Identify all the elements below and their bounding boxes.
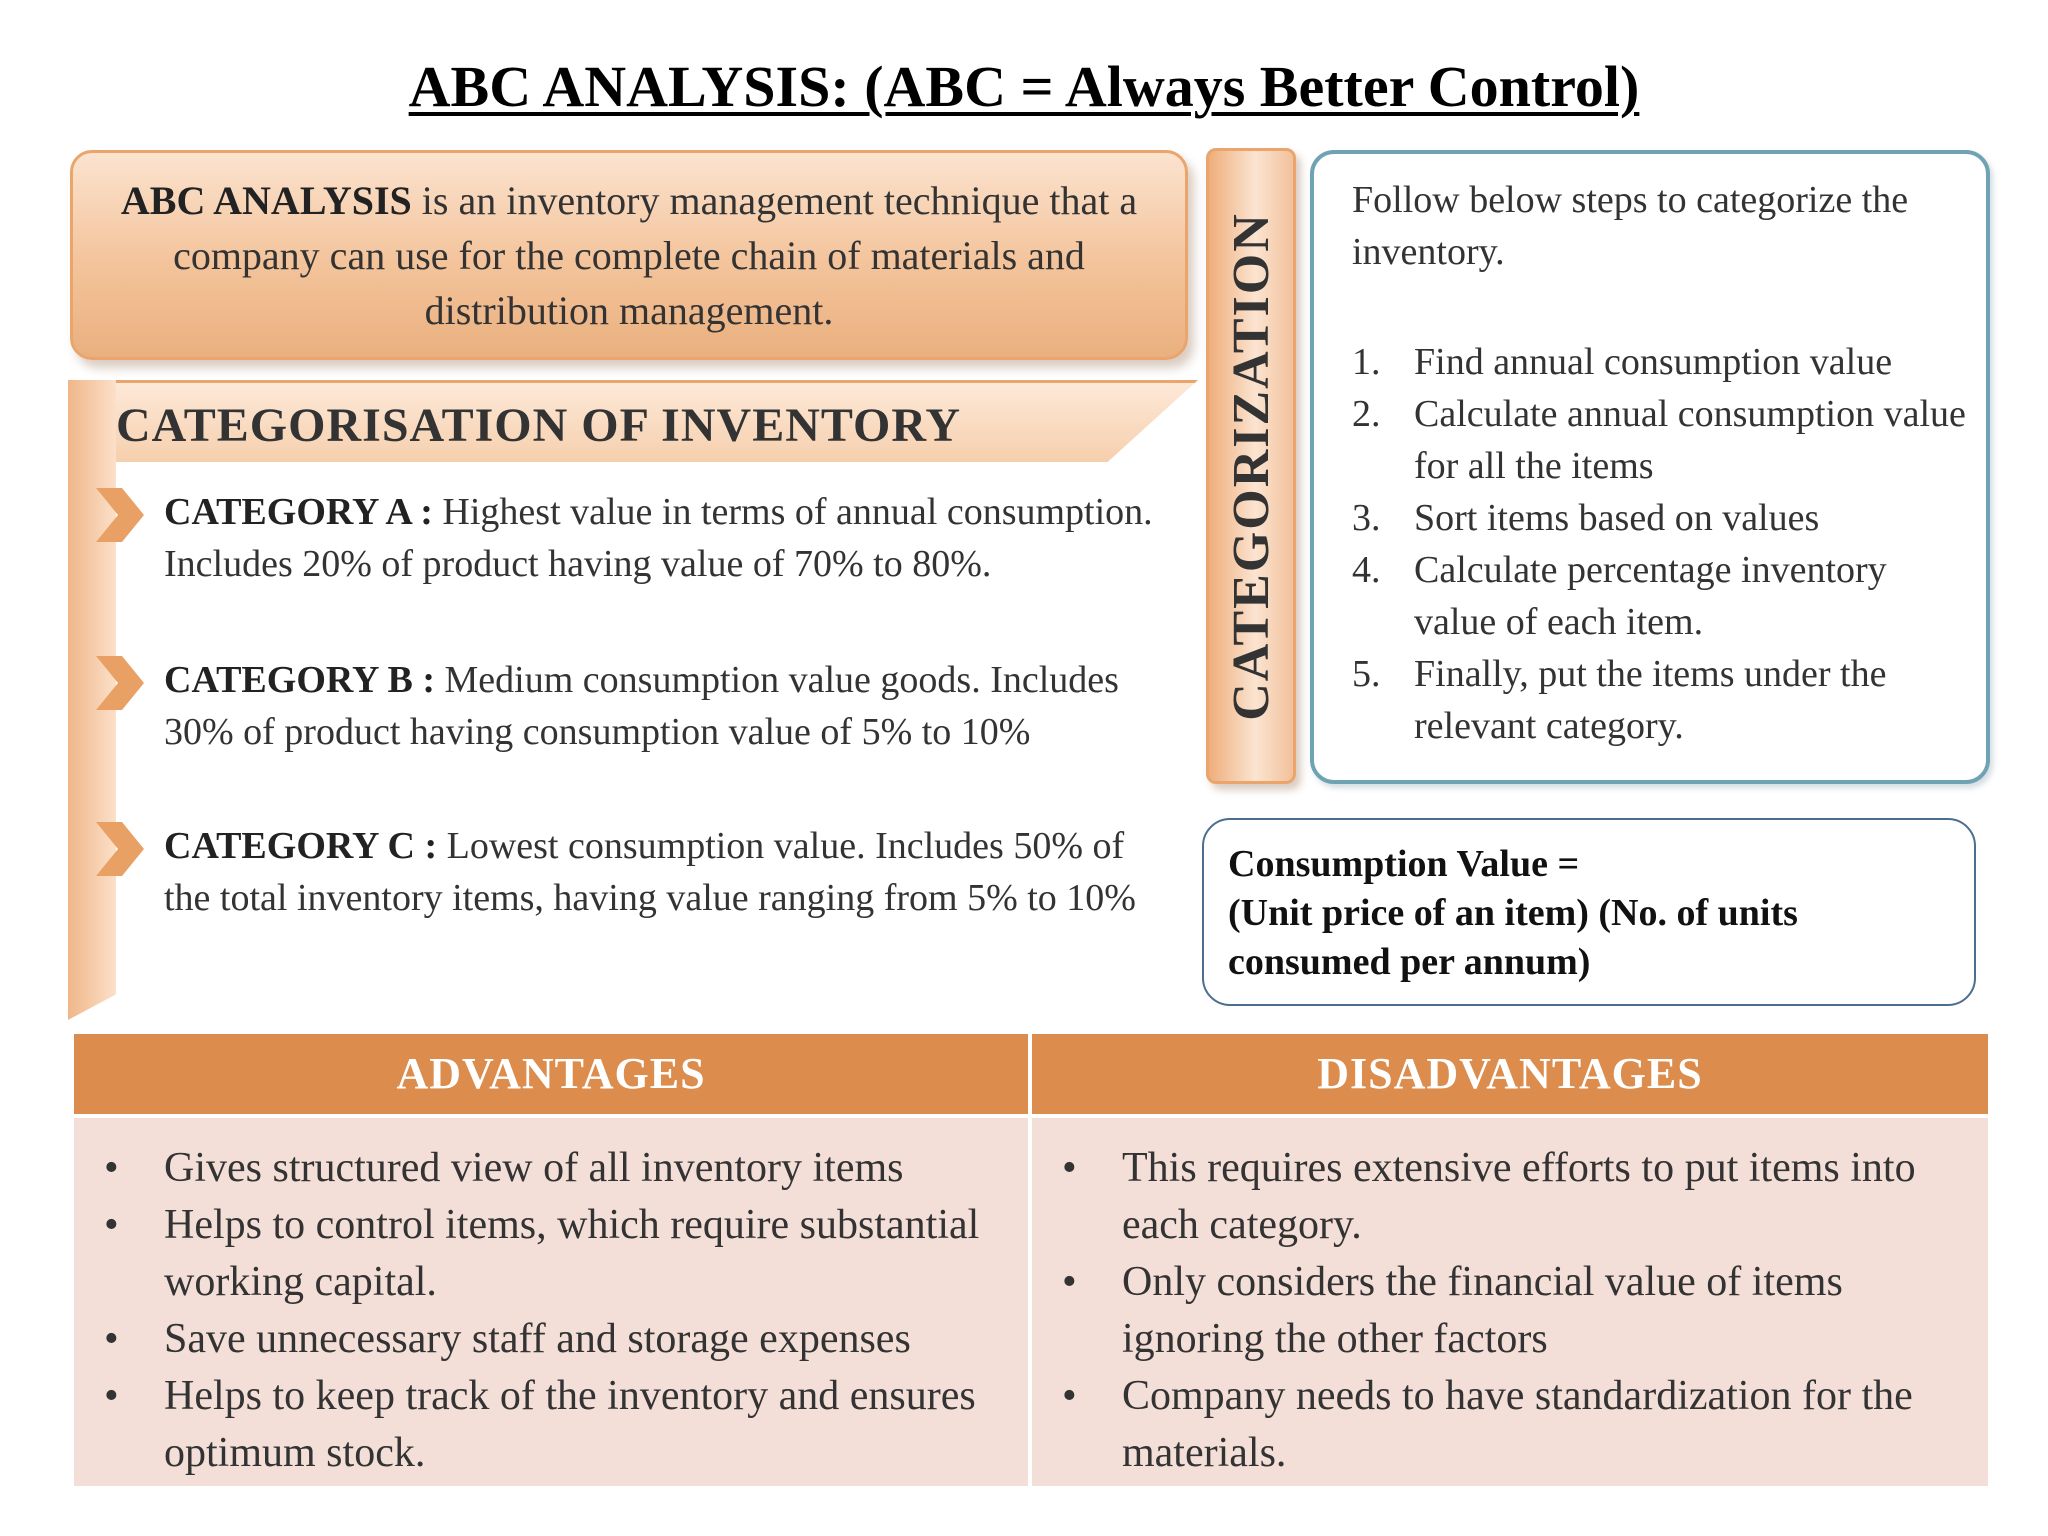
categorization-vertical-label: CATEGORIZATION (1222, 211, 1280, 721)
category-a-label: CATEGORY A : (164, 491, 433, 533)
step-number: 2. (1352, 393, 1381, 435)
bullet-icon: • (104, 1373, 119, 1419)
bullet-icon: • (1062, 1259, 1077, 1305)
step-item (1352, 336, 1972, 388)
categorization-vertical-label-wrap (1206, 148, 1296, 784)
category-c (164, 820, 1164, 924)
disadvantage-text: This requires extensive efforts to put items into each category. (1122, 1145, 1916, 1248)
category-c-label: CATEGORY C : (164, 825, 438, 867)
category-b (164, 654, 1164, 758)
category-a (164, 486, 1164, 590)
step-text: Sort items based on values (1414, 497, 1820, 539)
definition-box (70, 150, 1188, 360)
disadvantage-text: Only considers the financial value of items ignoring the other factors (1122, 1259, 1843, 1362)
step-item (1352, 492, 1972, 544)
step-item (1352, 544, 1972, 648)
bullet-icon: • (1062, 1373, 1077, 1419)
advantage-text: Helps to keep track of the inventory and ensures optimum stock. (164, 1373, 976, 1476)
consumption-formula-box (1202, 818, 1976, 1006)
disadvantages-body (1032, 1118, 1988, 1486)
advantage-text: Gives structured view of all inventory items (164, 1145, 904, 1191)
disadvantages-list (1032, 1118, 1988, 1482)
list-item (1032, 1140, 1988, 1254)
advantages-list (74, 1118, 1028, 1482)
advantage-text: Save unnecessary staff and storage expenses (164, 1316, 911, 1362)
bullet-icon: • (104, 1316, 119, 1362)
category-a-text: Highest value in terms of annual consumption. Includes 20% of product having value of 70% to 80%. (164, 491, 1153, 585)
advantages-body (74, 1118, 1028, 1486)
definition-text: is an inventory management technique that a company can use for the complete chain of materials and distribution management. (173, 178, 1138, 333)
step-item (1352, 388, 1972, 492)
list-item (1032, 1254, 1988, 1368)
steps-intro: Follow below steps to categorize the inventory. (1352, 179, 1909, 273)
list-item (74, 1140, 1028, 1197)
step-number: 3. (1352, 497, 1381, 539)
categorisation-panel (68, 380, 1198, 1020)
advantages-heading: ADVANTAGES (74, 1034, 1028, 1114)
step-number: 4. (1352, 549, 1381, 591)
step-item (1352, 648, 1972, 752)
bullet-icon: • (1062, 1145, 1077, 1191)
step-text: Find annual consumption value (1414, 341, 1893, 383)
list-item (74, 1197, 1028, 1311)
chevron-right-icon (96, 822, 144, 876)
step-number: 5. (1352, 653, 1381, 695)
chevron-right-icon (96, 488, 144, 542)
list-item (74, 1311, 1028, 1368)
category-c-text: Lowest consumption value. Includes 50% of the total inventory items, having value ranging from 5% to 10% (164, 825, 1136, 919)
step-text: Finally, put the items under the relevant category. (1414, 653, 1887, 747)
bullet-icon: • (104, 1145, 119, 1191)
disadvantage-text: Company needs to have standardization for the materials. (1122, 1373, 1913, 1476)
disadvantages-heading: DISADVANTAGES (1032, 1034, 1988, 1114)
list-item (74, 1368, 1028, 1482)
step-text: Calculate annual consumption value for all the items (1414, 393, 1966, 487)
chevron-right-icon (96, 656, 144, 710)
category-b-label: CATEGORY B : (164, 659, 436, 701)
advantage-text: Helps to control items, which require substantial working capital. (164, 1202, 980, 1305)
definition-term: ABC ANALYSIS (120, 178, 412, 223)
categorisation-heading: CATEGORISATION OF INVENTORY (116, 399, 961, 452)
category-b-text: Medium consumption value goods. Includes 30% of product having consumption value of 5% to 10% (164, 659, 1119, 753)
step-text: Calculate percentage inventory value of each item. (1414, 549, 1887, 643)
consumption-formula-line2: (Unit price of an item) (No. of units consumed per annum) (1228, 892, 1798, 983)
page-title: ABC ANALYSIS: (ABC = Always Better Control) (408, 54, 1640, 119)
list-item (1032, 1368, 1988, 1482)
bullet-icon: • (104, 1202, 119, 1248)
step-number: 1. (1352, 341, 1381, 383)
consumption-formula-line1: Consumption Value = (1228, 843, 1580, 885)
